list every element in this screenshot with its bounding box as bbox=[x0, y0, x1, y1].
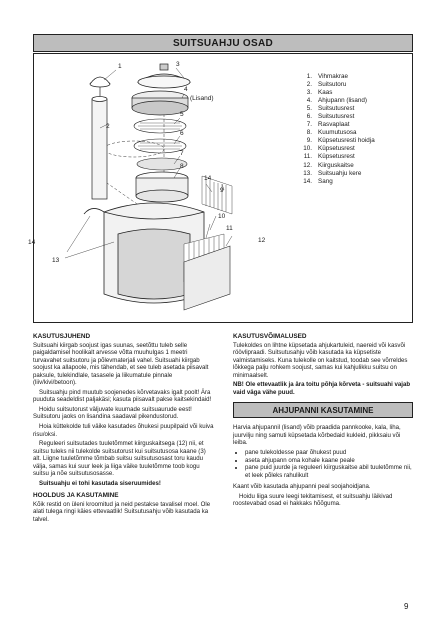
callout-2: 2 bbox=[106, 123, 110, 130]
callout-7: 7 bbox=[180, 150, 184, 157]
page-title: SUITSUAHJU OSAD bbox=[33, 34, 413, 52]
callout-3: 3 bbox=[176, 61, 180, 68]
list-item: 1. Vihmakrae bbox=[306, 73, 348, 80]
list-item: • aseta ahjupann oma kohale kaane peale bbox=[245, 457, 413, 465]
paragraph: Harvia ahjupannil (lisand) võib praadida pannkooke, kala, liha, juurvilju ning samuti küpsetada kõrbedaid kukleid, pikksaiu või leiba. bbox=[233, 424, 401, 447]
list-item: 13. Suitsuahju kere bbox=[303, 169, 362, 177]
section-heading-kasutusvoimalused: KASUTUSVÕIMALUSED bbox=[233, 333, 307, 340]
list-item: 11. Küpsetusrest bbox=[303, 153, 355, 161]
callout-6: 6 bbox=[180, 130, 184, 137]
list-item: 10. Küpsetusrest bbox=[303, 145, 355, 153]
callout-5: 5 bbox=[180, 111, 184, 118]
note-text: NB! Ole ettevaatlik ja ära toitu põhja kõrveta - suitsuahi vajab vaid väga vähe puud. bbox=[233, 381, 411, 396]
callout-9: 9 bbox=[220, 187, 224, 194]
list-item: 2. Suitsutoru bbox=[306, 81, 347, 89]
callout-8: 8 bbox=[180, 163, 184, 170]
callout-14-right: 14 bbox=[204, 175, 212, 182]
instruction-list bbox=[233, 449, 413, 479]
paragraph: Reguleeri suitsutades tuuletõmmet kiirguskaitsega (12) nii, et suitsu tuleks nii tulekolde suitsutorust kui suitsutusosa kaane (3) alt. Liigne tuuletõmme tõmbab suitsu suitsutusosast toru kaudu välja, samas kui suur leek ja liiga väike tuuletõmme toob kogu suitsu ja nõe suitsutusosasse. bbox=[33, 440, 206, 478]
callout-13: 13 bbox=[52, 257, 60, 264]
list-item: 5. Suitsutusrest bbox=[306, 105, 355, 113]
paragraph: Hoia küttekolde tuli väike kasutades õhukesi puupilpaid või kuiva risu/oksi. bbox=[33, 423, 214, 438]
left-column bbox=[33, 333, 214, 526]
paragraph: Suitsuahi kiirgab soojust igas suunas, seetõttu tuleb selle paigaldamisel hoolikalt arvesse võtta muuhulgas 1 meetri turvavahet suitsutoru ja põlevmaterjali vahel. Suitsuahi kiirgab soojust ka allapoole, mis tähendab, et see tuleb asetada piisavalt paksule, tulekindlale, tasasele ja liikumatule pinnale (liiv/kivi/betoon). bbox=[33, 341, 209, 387]
list-item: 9. Küpsetusresti hoidja bbox=[306, 137, 375, 145]
callout-12: 12 bbox=[258, 237, 266, 244]
paragraph: Hoidu suitsutorust väljuvate kuumade suitsuaurude eest! Suitsutoru jaoks on lisandina saadaval pikendustorud. bbox=[33, 405, 192, 421]
paragraph: Kaant võib kasutada ahjupanni peal soojahoidjana. bbox=[233, 483, 371, 491]
list-item: 7. Rasvaplaat bbox=[306, 121, 350, 129]
section-heading-kasutusjuhend: KASUTUSJUHEND bbox=[33, 333, 91, 340]
list-item: 6. Suitsutusrest bbox=[306, 113, 355, 121]
parts-list bbox=[298, 73, 375, 186]
page-number: 9 bbox=[404, 602, 409, 611]
paragraph: Suitsuahju pind muutub soojenedes kõrvetavaks igalt poolt! Ära puuduta seadeldist paljakäsi; kasuta piisavalt pakse kaitsekindaid! bbox=[33, 388, 212, 404]
callout-4: 4 bbox=[184, 86, 188, 93]
paragraph: Hoidu liiga suure leegi tekitamisest, et suitsuahju läikivad roostevabad osad ei hakkaks hõõguma. bbox=[233, 492, 393, 508]
list-item: 4. Ahjupann (lisand) bbox=[306, 97, 368, 105]
section-heading-hooldus: HOOLDUS JA KASUTAMINE bbox=[33, 492, 119, 500]
section-heading-ahjupanni: AHJUPANNI KASUTAMINE bbox=[233, 402, 413, 418]
exploded-diagram bbox=[28, 54, 294, 322]
heating-section-part bbox=[136, 172, 188, 202]
rain-cap-part bbox=[90, 77, 110, 96]
list-item: 8. Kuumutusosa bbox=[306, 129, 357, 137]
list-item: • pane tulekoldesse paar õhukest puud bbox=[245, 449, 413, 457]
list-item: 3. Kaas bbox=[306, 89, 333, 97]
paragraph: Tulekoldes on lihtne küpsetada ahjukartuleid, naereid või kasvõi röövlipraadi. Suitsutusahju võib kasutada ka küpsetiste valmistamiseks. Kuna tulekolle on kaitstud, toodab see võrreldes lõkkega palju rohkem soojust, samas kui kahjulikku suitsu on minimaalselt. bbox=[233, 341, 408, 379]
grill-grates bbox=[134, 119, 186, 153]
callout-14-left: 14 bbox=[28, 239, 36, 246]
paragraph: Kõik restid on üleni kroomitud ja neid pestakse tavalisel moel. Ole alati tulega ringi käies ettevaatlik! Suitsutusahju võib kasutada ka talvel. bbox=[33, 500, 211, 524]
callout-11: 11 bbox=[226, 225, 233, 232]
callout-10: 10 bbox=[218, 213, 226, 220]
list-item: • pane puid juurde ja reguleeri kiirguskaitse abil tuuletõmme nii, et leek põleks rahulikult bbox=[245, 464, 413, 479]
list-item: 14. Sang bbox=[303, 177, 333, 185]
callout-1: 1 bbox=[118, 63, 122, 70]
list-item: 12. Kiirguskaitse bbox=[303, 161, 354, 169]
chimney-pipe-part bbox=[92, 97, 107, 200]
warning-text: Suitsuahju ei tohi kasutada siseruumides! bbox=[39, 479, 161, 487]
right-column bbox=[233, 333, 413, 510]
lisand-label: (Lisand) bbox=[190, 95, 214, 102]
